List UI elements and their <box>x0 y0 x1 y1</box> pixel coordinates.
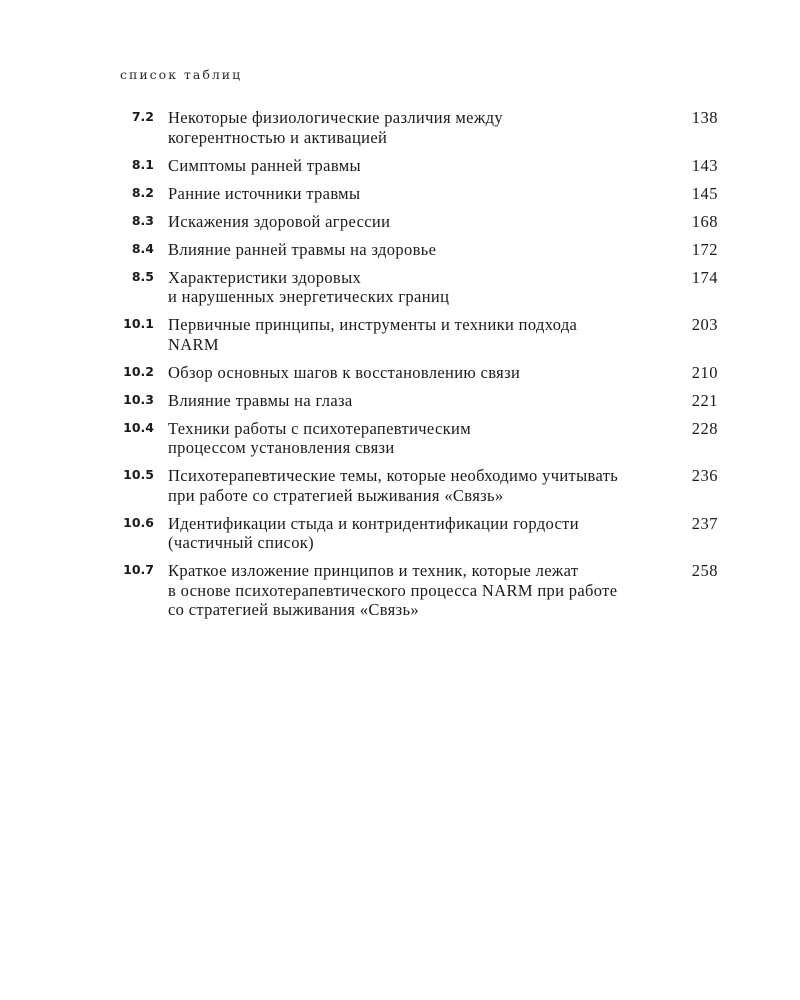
table-title-line: при работе со стратегией выживания «Связь» <box>168 485 504 505</box>
table-number: 8.3 <box>131 212 154 228</box>
table-title <box>168 363 673 383</box>
table-title <box>168 391 673 411</box>
table-title-line: NARM <box>168 334 219 354</box>
page-number: 236 <box>691 466 718 485</box>
page-number: 172 <box>691 239 718 259</box>
table-list-entry <box>120 184 730 204</box>
table-title-line: Краткое изложение принципов и техник, которые лежат <box>168 561 579 580</box>
table-list-entry <box>120 363 730 383</box>
table-title-line: Влияние ранней травмы на здоровье <box>168 239 437 259</box>
page-number: 143 <box>691 155 718 175</box>
table-title <box>168 108 673 147</box>
page-number: 237 <box>691 513 718 533</box>
table-title <box>168 561 673 620</box>
running-head: список таблиц <box>120 67 243 82</box>
page-number: 210 <box>691 362 718 382</box>
table-number: 10.3 <box>123 391 154 407</box>
table-number: 10.4 <box>123 419 154 435</box>
table-title <box>168 514 673 553</box>
table-title-line: процессом установления связи <box>168 438 395 457</box>
table-number: 10.1 <box>123 316 154 331</box>
table-title-line: Искажения здоровой агрессии <box>168 211 391 231</box>
table-title-line: Влияние травмы на глаза <box>168 390 353 410</box>
table-title <box>168 212 673 232</box>
table-number: 10.5 <box>123 467 154 482</box>
table-title-line: Характеристики здоровых <box>168 267 362 287</box>
table-title <box>168 466 673 505</box>
table-title-line: Психотерапевтические темы, которые необходимо учитывать <box>168 466 619 485</box>
table-number: 8.4 <box>131 240 154 256</box>
table-number: 7.2 <box>131 109 154 124</box>
table-list <box>120 108 730 628</box>
page-number: 138 <box>691 108 718 127</box>
table-title <box>168 184 673 204</box>
table-title-line: Некоторые физиологические различия между <box>168 108 503 127</box>
table-title-line: Обзор основных шагов к восстановлению связи <box>168 362 521 382</box>
table-list-entry <box>120 561 730 620</box>
table-title <box>168 240 673 260</box>
table-title <box>168 268 673 307</box>
table-number: 10.7 <box>123 562 154 577</box>
table-list-entry <box>120 514 730 553</box>
table-title-line: в основе психотерапевтического процесса NARM при работе <box>168 580 618 600</box>
table-title <box>168 315 673 354</box>
table-title <box>168 419 673 458</box>
table-list-entry <box>120 315 730 354</box>
page-number: 203 <box>691 315 718 334</box>
page-number: 258 <box>691 561 718 580</box>
page-number: 145 <box>691 183 718 203</box>
page-number: 168 <box>691 211 718 231</box>
table-list-entry <box>120 212 730 232</box>
table-title-line: Техники работы с психотерапевтическим <box>168 418 472 438</box>
table-list-entry <box>120 466 730 505</box>
table-list-entry <box>120 268 730 307</box>
table-title-line: Идентификации стыда и контридентификации гордости <box>168 513 579 533</box>
page-number: 228 <box>691 418 718 438</box>
table-title-line: Ранние источники травмы <box>168 183 361 203</box>
table-title-line: (частичный список) <box>168 533 315 552</box>
table-list-entry <box>120 391 730 411</box>
table-number: 8.1 <box>131 156 154 172</box>
table-list-entry <box>120 108 730 147</box>
table-number: 10.6 <box>123 514 154 530</box>
table-title-line: Симптомы ранней травмы <box>168 155 361 175</box>
page-number: 221 <box>691 390 718 410</box>
table-title-line: со стратегией выживания «Связь» <box>168 600 419 619</box>
table-title-line: Первичные принципы, инструменты и техники подхода <box>168 315 578 334</box>
table-number: 8.5 <box>131 268 154 284</box>
table-title-line: когерентностью и активацией <box>168 127 388 147</box>
page-number: 174 <box>691 267 718 287</box>
table-title <box>168 156 673 176</box>
table-number: 8.2 <box>131 184 154 200</box>
table-title-line: и нарушенных энергетических границ <box>168 287 450 306</box>
table-list-entry <box>120 240 730 260</box>
table-number: 10.2 <box>123 363 154 379</box>
table-list-entry <box>120 419 730 458</box>
table-list-entry <box>120 156 730 176</box>
